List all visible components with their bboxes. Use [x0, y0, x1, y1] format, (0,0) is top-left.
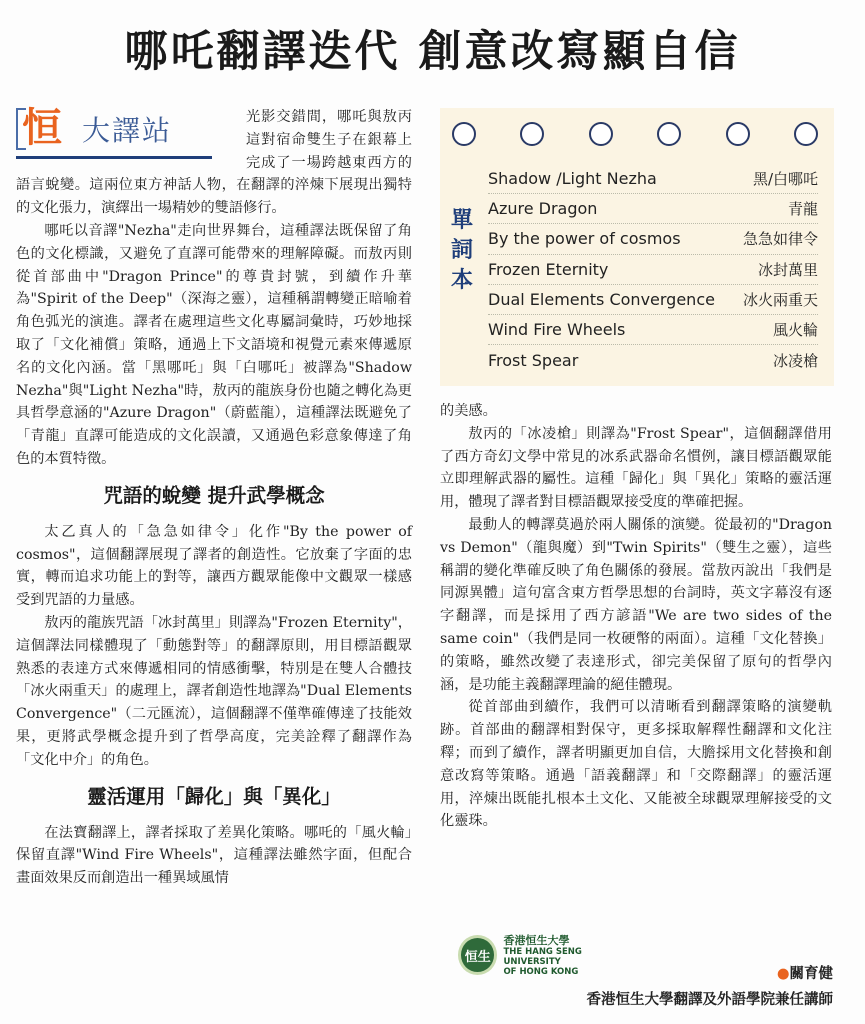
body-paragraph: 最動人的轉譯莫過於兩人關係的演變。從最初的"Dragon vs Demon"（龍與魔）到"Twin Spirits"（雙生之靈），這些稱謂的變化準確反映了角色關係的發展。當敖丙說出「我們是同源異體」這句富含東方哲學思想的台詞時，英文字幕沒有逐字翻譯，而是採用了西方諺語"We are two sides of the same coin"（我們是同一枚硬幣的兩面）。這種「文化替換」的策略，雖然改變了表達形式，卻完美保留了原句的哲學內涵，是功能主義翻譯理論的絕佳體現。 [440, 516, 832, 693]
glossary-row [488, 164, 818, 194]
binder-ring [726, 122, 750, 146]
author-byline [777, 962, 833, 983]
body-paragraph: 敖丙的龍族咒語「冰封萬里」則譯為"Frozen Eternity"，這個譯法同樣體現了「動態對等」的翻譯原則，用目標語觀眾熟悉的表達方式來傳遞相同的情感衝擊，特別是在雙人合體技「冰火兩重天」的處理上，譯者創造性地譯為"Dual Elements Convergence"（二元匯流），這個翻譯不僅準確傳達了技能效果，更將武學概念提升到了哲學高度，完美詮釋了翻譯作為「文化中介」的角色。 [16, 614, 412, 768]
body-paragraph: 太乙真人的「急急如律令」化作"By the power of cosmos"，這個翻譯展現了譯者的創造性。它放棄了字面的忠實，轉而追求功能上的對等，讓西方觀眾能像中文觀眾一樣感受到咒語的力量感。 [16, 523, 412, 609]
glossary-row [488, 194, 818, 224]
glossary-en: Dual Elements Convergence [488, 289, 715, 309]
section-subheading: 咒語的蛻變 提升武學概念 [103, 483, 325, 507]
body-paragraph: 敖丙的「冰凌槍」則譯為"Frost Spear"，這個翻譯借用了西方奇幻文學中常見的冰系武器命名慣例，讓目標語觀眾能立即理解武器的屬性。這種「歸化」與「異化」策略的靈活運用，體現了譯者對目標語觀眾接受度的準確把握。 [440, 425, 832, 511]
body-paragraph: 哪吒以音譯"Nezha"走向世界舞台，這種譯法既保留了角色的文化標識，又避免了直譯可能帶來的理解障礙。而敖丙則從首部曲中"Dragon Prince"的尊貴封號，到續作升華為"Spirit of the Deep"（深海之靈），這種稱謂轉變正暗喻着角色弧光的演進。譯者在處理這些文化專屬詞彙時，巧妙地採取了「文化補償」策略，通過上下文語境和視覺元素來傳遞原名的文化內涵。當「黑哪吒」與「白哪吒」被譯為"Shadow Nezha"與"Light Nezha"時，敖丙的龍族身份也隨之轉化為更具哲學意涵的"Azure Dragon"（蔚藍龍），這種譯法既避免了「青龍」直譯可能造成的文化誤讀，又通過色彩意象傳達了角色的本質特徵。 [16, 222, 412, 467]
author-name: 關育健 [789, 966, 833, 982]
glossary-row [488, 255, 818, 285]
right-column [440, 400, 832, 833]
glossary-zh: 青龍 [787, 200, 818, 219]
column-name: 大譯站 [82, 114, 173, 147]
university-name-en-2: OF HONG KONG [503, 966, 579, 977]
glossary-title [448, 206, 476, 296]
body-paragraph: 的美感。 [440, 403, 497, 419]
body-paragraph: 從首部曲到續作，我們可以清晰看到翻譯策略的演變軌跡。首部曲的翻譯相對保守，更多採取解釋性翻譯和文化注釋；而到了續作，譯者明顯更加自信，大膽採用文化替換和創意改寫等策略。通過「語義翻譯」和「交際翻譯」的靈活運用，淬煉出既能扎根本土文化、又能被全球觀眾理解接受的文化靈珠。 [440, 699, 832, 830]
glossary-zh: 黑/白哪吒 [752, 170, 818, 189]
section-subheading: 靈活運用「歸化」與「異化」 [87, 784, 341, 808]
glossary-table [488, 164, 818, 375]
glossary-title-char: 詞 [450, 238, 473, 263]
binder-ring [452, 122, 476, 146]
glossary-zh: 風火輪 [772, 321, 818, 340]
glossary-zh: 冰封萬里 [757, 260, 818, 279]
column-logo [16, 104, 236, 170]
glossary-zh: 急急如律令 [742, 230, 818, 249]
glossary-zh: 冰火兩重天 [742, 290, 818, 309]
column-logo-rule [16, 156, 212, 159]
university-name-en-1: THE HANG SENG UNIVERSITY [503, 946, 582, 967]
column-logo-mark: 恒 [22, 105, 62, 151]
university-name-zh: 香港恒生大學 [503, 933, 570, 947]
glossary-en: Wind Fire Wheels [488, 320, 626, 340]
glossary-en: Shadow /Light Nezha [488, 169, 657, 189]
author-affiliation: 香港恒生大學翻譯及外語學院兼任講師 [586, 992, 833, 1008]
glossary-row [488, 224, 818, 254]
headline: 哪吒翻譯迭代 創意改寫顯自信 [124, 27, 741, 77]
glossary-title-char: 單 [450, 208, 473, 233]
glossary-en: By the power of cosmos [488, 229, 681, 249]
university-logo [458, 932, 640, 978]
body-paragraph: 在法寶翻譯上，譯者採取了差異化策略。哪吒的「風火輪」保留直譯"Wind Fire Wheels"，這種譯法雖然字面，但配合畫面效果反而創造出一種異域風情 [16, 824, 412, 887]
bullet-icon: ● [776, 966, 790, 982]
glossary-title-char: 本 [450, 268, 473, 293]
binder-ring [794, 122, 818, 146]
university-seal-icon: 恒生 [458, 935, 497, 975]
glossary-en: Frozen Eternity [488, 259, 609, 279]
binder-ring [520, 122, 544, 146]
glossary-box [440, 108, 834, 386]
binder-ring [589, 122, 613, 146]
glossary-row [488, 315, 818, 345]
left-column [16, 106, 412, 890]
binder-ring [657, 122, 681, 146]
glossary-row [488, 345, 818, 375]
glossary-row [488, 285, 818, 315]
body-paragraph: 光影交錯間，哪吒與敖丙這對宿命雙生子在銀幕上完成了一場跨越東西方的語言蛻變。這兩位東方神話人物，在翻譯的淬煉下展現出獨特的文化張力，演繹出一場精妙的雙語修行。 [16, 109, 412, 217]
glossary-en: Frost Spear [488, 350, 579, 370]
binder-rings [450, 122, 830, 148]
university-name [503, 934, 640, 977]
glossary-en: Azure Dragon [488, 199, 598, 219]
glossary-zh: 冰凌槍 [772, 351, 818, 370]
